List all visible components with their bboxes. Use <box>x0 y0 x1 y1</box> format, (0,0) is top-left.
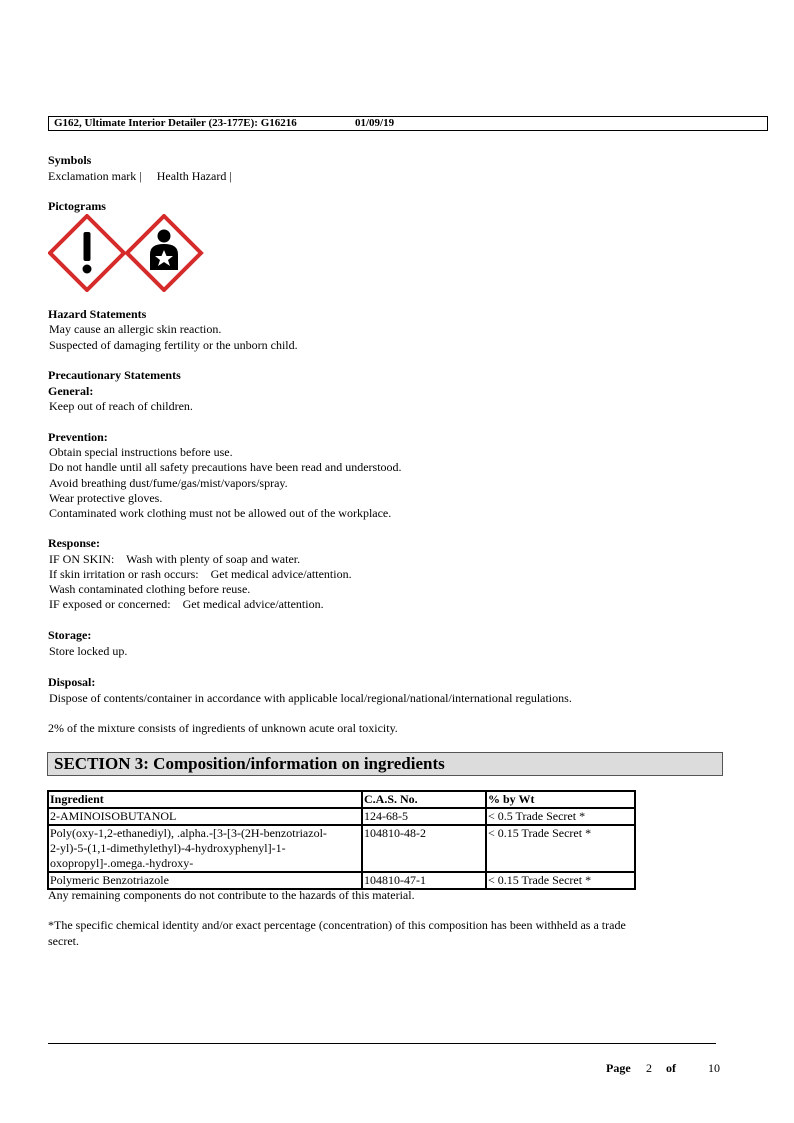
section-3-header <box>47 752 723 776</box>
revision-date: 01/09/19 <box>355 117 395 129</box>
table-header-row <box>48 791 635 808</box>
hazard-heading: Hazard Statements <box>48 307 147 321</box>
storage-heading: Storage: <box>48 628 92 642</box>
ingredient-line: 2-yl)-5-(1,1-dimethylethyl)-4-hydroxyphenyl]-1- <box>50 841 286 855</box>
page-number: 2 <box>646 1061 652 1075</box>
remaining-components-note: Any remaining components do not contribute to the hazards of this material. <box>48 888 415 902</box>
pictograms <box>48 214 204 292</box>
symbols-text: Exclamation mark | Health Hazard | <box>48 169 232 183</box>
weight-cell: < 0.15 Trade Secret * <box>486 825 635 872</box>
footer-divider <box>48 1043 716 1044</box>
weight-cell: < 0.15 Trade Secret * <box>486 872 635 889</box>
prevention-line: Avoid breathing dust/fume/gas/mist/vapors/spray. <box>49 476 288 490</box>
cas-cell: 104810-48-2 <box>362 825 486 872</box>
cas-cell: 124-68-5 <box>362 808 486 825</box>
response-line: IF exposed or concerned: Get medical advice/attention. <box>49 597 324 611</box>
ingredient-line: oxopropyl]-.omega.-hydroxy- <box>50 856 194 870</box>
document-header <box>48 116 768 131</box>
ingredient-cell: 2-AMINOISOBUTANOL <box>48 808 362 825</box>
ingredient-cell <box>48 825 362 872</box>
pictograms-heading: Pictograms <box>48 199 106 213</box>
of-label: of <box>666 1061 676 1075</box>
symbols-heading: Symbols <box>48 153 92 167</box>
table-row <box>48 872 635 889</box>
cas-cell: 104810-47-1 <box>362 872 486 889</box>
table-row <box>48 825 635 872</box>
product-title: G162, Ultimate Interior Detailer (23-177E): G16216 <box>54 117 297 129</box>
prevention-line: Do not handle until all safety precautions have been read and understood. <box>49 460 402 474</box>
col-ingredient: Ingredient <box>48 791 362 808</box>
weight-cell: < 0.5 Trade Secret * <box>486 808 635 825</box>
disposal-heading: Disposal: <box>48 675 96 689</box>
general-heading: General: <box>48 384 94 398</box>
prevention-line: Obtain special instructions before use. <box>49 445 233 459</box>
precautionary-heading: Precautionary Statements <box>48 368 181 382</box>
ingredient-line: Poly(oxy-1,2-ethanediyl), .alpha.-[3-[3-(2H-benzotriazol- <box>50 826 327 840</box>
disposal-line: Dispose of contents/container in accordance with applicable local/regional/national/international regulations. <box>49 691 572 705</box>
response-line: IF ON SKIN: Wash with plenty of soap and water. <box>49 552 301 566</box>
prevention-line: Contaminated work clothing must not be allowed out of the workplace. <box>49 506 392 520</box>
hazard-line: May cause an allergic skin reaction. <box>49 322 222 336</box>
prevention-line: Wear protective gloves. <box>49 491 163 505</box>
response-line: Wash contaminated clothing before reuse. <box>49 582 251 596</box>
hazard-line: Suspected of damaging fertility or the unborn child. <box>49 338 298 352</box>
trade-secret-note: secret. <box>48 934 79 948</box>
page-label: Page <box>606 1061 631 1075</box>
ingredients-table <box>47 790 636 890</box>
section-3-title: SECTION 3: Composition/information on ingredients <box>54 754 445 773</box>
general-line: Keep out of reach of children. <box>49 399 193 413</box>
col-cas: C.A.S. No. <box>362 791 486 808</box>
storage-line: Store locked up. <box>49 644 128 658</box>
table-row <box>48 808 635 825</box>
ingredient-cell: Polymeric Benzotriazole <box>48 872 362 889</box>
response-heading: Response: <box>48 536 101 550</box>
page-total: 10 <box>708 1061 720 1075</box>
exclamation-mark-icon <box>50 216 124 290</box>
prevention-heading: Prevention: <box>48 430 108 444</box>
health-hazard-icon <box>127 216 201 290</box>
toxicity-note: 2% of the mixture consists of ingredients of unknown acute oral toxicity. <box>48 721 398 735</box>
response-line: If skin irritation or rash occurs: Get medical advice/attention. <box>49 567 352 581</box>
trade-secret-note: *The specific chemical identity and/or exact percentage (concentration) of this composition has been withheld as a trade <box>48 918 626 932</box>
col-weight: % by Wt <box>486 791 635 808</box>
